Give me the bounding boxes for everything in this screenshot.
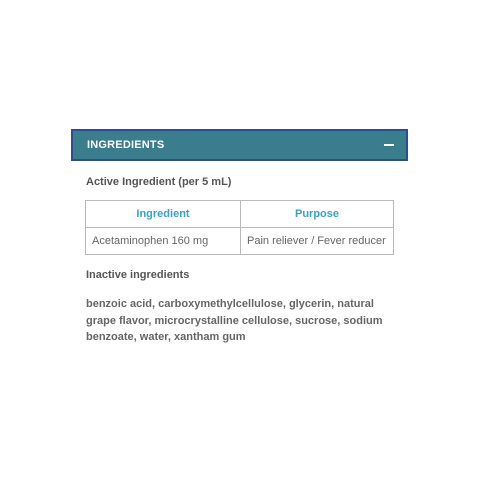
column-header-purpose: Purpose: [241, 201, 394, 228]
minus-icon[interactable]: [384, 144, 394, 146]
ingredients-panel: [71, 129, 408, 161]
active-ingredients-table: [85, 200, 394, 255]
ingredients-accordion-header[interactable]: [71, 129, 408, 161]
cell-purpose: Pain reliever / Fever reducer: [241, 228, 394, 255]
inactive-ingredients-heading: Inactive ingredients: [86, 269, 190, 281]
active-ingredient-heading: Active Ingredient (per 5 mL): [86, 176, 232, 188]
panel-title: INGREDIENTS: [87, 139, 165, 151]
inactive-ingredients-list: benzoic acid, carboxymethylcellulose, glycerin, natural grape flavor, microcrystalline cellulose, sucrose, sodium benzoate, water, xantham gum: [86, 298, 383, 343]
table-header-row: [86, 201, 394, 228]
column-header-ingredient: Ingredient: [86, 201, 241, 228]
cell-ingredient: Acetaminophen 160 mg: [86, 228, 241, 255]
table-row: [86, 228, 394, 255]
